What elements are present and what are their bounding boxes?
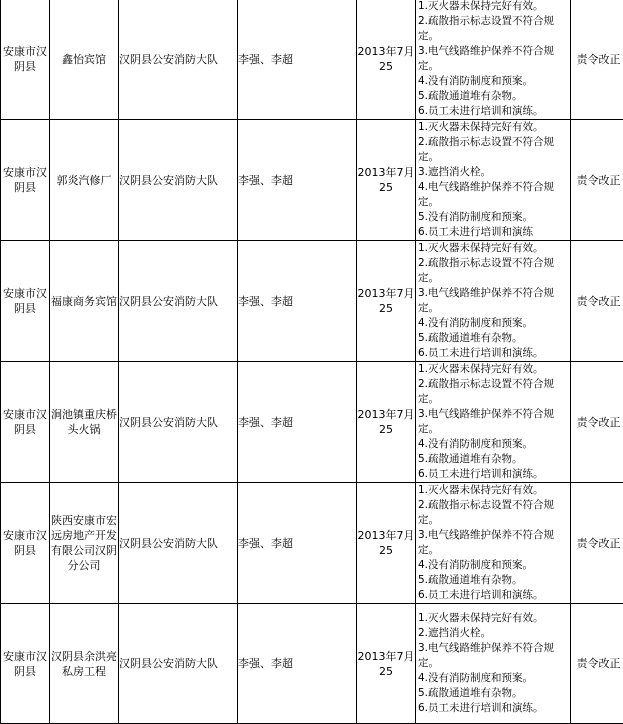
unit-name-cell: 福康商务宾馆 <box>50 241 119 362</box>
action-cell: 责令改正 <box>571 120 623 241</box>
inspecting-department-cell: 汉阴县公安消防大队 <box>119 0 238 120</box>
inspecting-department-cell: 汉阴县公安消防大队 <box>119 483 238 604</box>
inspectors-cell: 李强、李超 <box>238 241 357 362</box>
issue-item: 1.灭火器未保持完好有效。 <box>418 611 570 626</box>
inspecting-department-cell: 汉阴县公安消防大队 <box>119 604 238 724</box>
table-row <box>1 362 623 483</box>
issue-item: 4.没有消防制度和预案。 <box>418 74 570 89</box>
region-cell: 安康市汉阴县 <box>1 483 50 604</box>
region-cell: 安康市汉阴县 <box>1 0 50 120</box>
inspection-table-body <box>1 0 623 724</box>
issue-item: 4.没有消防制度和预案。 <box>418 671 570 686</box>
unit-name-cell: 鑫怡宾馆 <box>50 0 119 120</box>
unit-name-cell: 汉阴县余洪亮私房工程 <box>50 604 119 724</box>
region-cell: 安康市汉阴县 <box>1 120 50 241</box>
issue-item: 2.疏散指示标志设置不符合规定。 <box>418 377 570 407</box>
inspection-date-cell: 2013年7月25 <box>357 0 416 120</box>
issue-item: 6.员工未进行培训和演练。 <box>418 104 570 119</box>
issue-item: 1.灭火器未保持完好有效。 <box>418 362 570 377</box>
inspection-date-cell: 2013年7月25 <box>357 120 416 241</box>
action-cell: 责令改正 <box>571 0 623 120</box>
unit-name-cell: 郭炎汽修厂 <box>50 120 119 241</box>
issue-item: 6.员工未进行培训和演练。 <box>418 346 570 361</box>
issues-cell <box>416 120 571 241</box>
action-cell: 责令改正 <box>571 362 623 483</box>
issue-item: 6.员工未进行培训和演练。 <box>418 701 570 716</box>
issue-item: 5.疏散通道堆有杂物。 <box>418 686 570 701</box>
issue-item: 1.灭火器未保持完好有效。 <box>418 120 570 135</box>
issues-cell <box>416 362 571 483</box>
issue-item: 4.没有消防制度和预案。 <box>418 316 570 331</box>
issue-item: 3.电气线路维护保养不符合规定。 <box>418 286 570 316</box>
issue-item: 2.遮挡消火栓。 <box>418 626 570 641</box>
issue-item: 3.遮挡消火栓。 <box>418 165 570 180</box>
inspection-date-cell: 2013年7月25 <box>357 241 416 362</box>
issue-item: 5.疏散通道堆有杂物。 <box>418 331 570 346</box>
issue-item: 1.灭火器未保持完好有效。 <box>418 483 570 498</box>
issue-item: 5.疏散通道堆有杂物。 <box>418 573 570 588</box>
issues-cell <box>416 241 571 362</box>
issue-item: 2.疏散指示标志设置不符合规定。 <box>418 498 570 528</box>
inspection-date-cell: 2013年7月25 <box>357 604 416 724</box>
unit-name-cell: 涧池镇重庆桥头火锅 <box>50 362 119 483</box>
inspection-date-cell: 2013年7月25 <box>357 362 416 483</box>
issue-item: 4.没有消防制度和预案。 <box>418 437 570 452</box>
inspectors-cell: 李强、李超 <box>238 604 357 724</box>
table-row <box>1 241 623 362</box>
action-cell: 责令改正 <box>571 241 623 362</box>
inspectors-cell: 李强、李超 <box>238 483 357 604</box>
issues-cell <box>416 0 571 120</box>
issue-item: 2.疏散指示标志设置不符合规定。 <box>418 256 570 286</box>
table-row <box>1 120 623 241</box>
issue-item: 3.电气线路维护保养不符合规定。 <box>418 407 570 437</box>
issue-item: 3.电气线路维护保养不符合规定。 <box>418 44 570 74</box>
issue-item: 6.员工未进行培训和演练。 <box>418 467 570 482</box>
issue-item: 2.疏散指示标志设置不符合规定。 <box>418 14 570 44</box>
issue-item: 6.员工未进行培训和演练。 <box>418 588 570 603</box>
inspectors-cell: 李强、李超 <box>238 0 357 120</box>
issue-item: 5.疏散通道堆有杂物。 <box>418 89 570 104</box>
issue-item: 5.疏散通道堆有杂物。 <box>418 452 570 467</box>
region-cell: 安康市汉阴县 <box>1 604 50 724</box>
action-cell: 责令改正 <box>571 483 623 604</box>
region-cell: 安康市汉阴县 <box>1 241 50 362</box>
inspecting-department-cell: 汉阴县公安消防大队 <box>119 120 238 241</box>
issue-item: 3.电气线路维护保养不符合规定。 <box>418 528 570 558</box>
unit-name-cell: 陕西安康市宏远房地产开发有限公司汉阴分公司 <box>50 483 119 604</box>
issue-item: 4.没有消防制度和预案。 <box>418 558 570 573</box>
issue-item: 3.电气线路维护保养不符合规定。 <box>418 641 570 671</box>
table-row <box>1 0 623 120</box>
inspectors-cell: 李强、李超 <box>238 362 357 483</box>
issue-item: 2.疏散指示标志设置不符合规定。 <box>418 135 570 165</box>
issue-item: 1.灭火器未保持完好有效。 <box>418 0 570 14</box>
issue-item: 5.没有消防制度和预案。 <box>418 210 570 225</box>
action-cell: 责令改正 <box>571 604 623 724</box>
inspecting-department-cell: 汉阴县公安消防大队 <box>119 362 238 483</box>
issue-item: 4.电气线路维护保养不符合规定。 <box>418 180 570 210</box>
issue-item: 1.灭火器未保持完好有效。 <box>418 241 570 256</box>
table-row <box>1 483 623 604</box>
issue-item: 6.员工未进行培训和演练 <box>418 225 570 240</box>
inspectors-cell: 李强、李超 <box>238 120 357 241</box>
issues-cell <box>416 483 571 604</box>
inspection-date-cell: 2013年7月25 <box>357 483 416 604</box>
inspecting-department-cell: 汉阴县公安消防大队 <box>119 241 238 362</box>
region-cell: 安康市汉阴县 <box>1 362 50 483</box>
